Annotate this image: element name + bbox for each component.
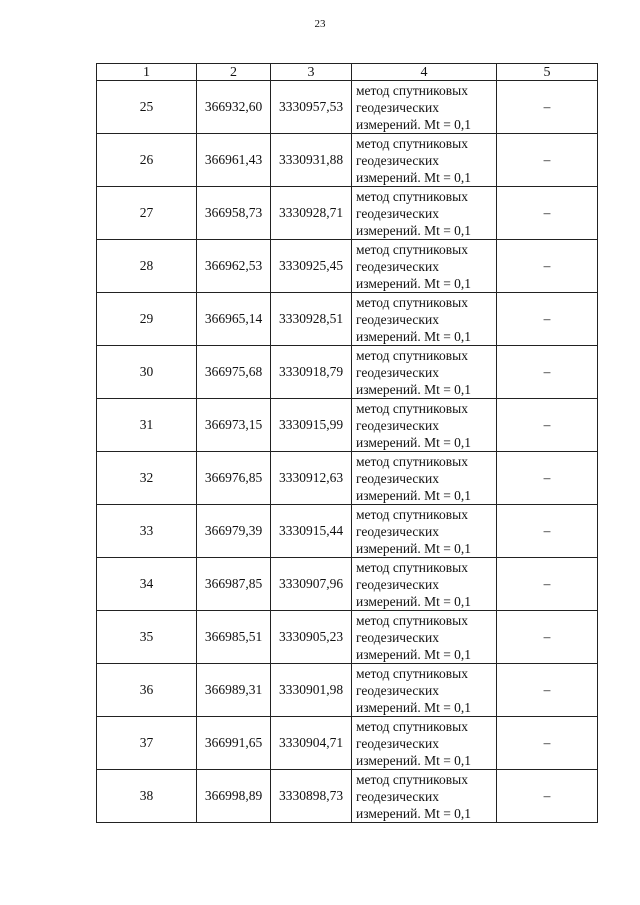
point-number-cell: 37 [97,717,197,770]
table-row [97,81,598,134]
note-cell: – [497,240,598,293]
y-coordinate-cell: 3330915,44 [271,505,352,558]
page-number: 23 [314,18,326,30]
x-coordinate-cell: 366979,39 [197,505,271,558]
note-cell: – [497,399,598,452]
y-coordinate-cell: 3330912,63 [271,452,352,505]
x-coordinate-cell: 366932,60 [197,81,271,134]
note-cell: – [497,717,598,770]
method-cell: метод спутниковых геодезических измерений. Mt = 0,1 [352,346,497,399]
note-cell: – [497,770,598,823]
y-coordinate-cell: 3330915,99 [271,399,352,452]
note-cell: – [497,558,598,611]
x-coordinate-cell: 366973,15 [197,399,271,452]
note-cell: – [497,81,598,134]
y-coordinate-cell: 3330931,88 [271,134,352,187]
method-cell: метод спутниковых геодезических измерений. Mt = 0,1 [352,399,497,452]
table-row [97,187,598,240]
method-cell: метод спутниковых геодезических измерений. Mt = 0,1 [352,505,497,558]
x-coordinate-cell: 366998,89 [197,770,271,823]
point-number-cell: 26 [97,134,197,187]
column-header-2: 2 [197,64,271,81]
y-coordinate-cell: 3330907,96 [271,558,352,611]
table-row [97,134,598,187]
column-header-5: 5 [497,64,598,81]
y-coordinate-cell: 3330905,23 [271,611,352,664]
note-cell: – [497,452,598,505]
coordinates-table [96,63,598,823]
x-coordinate-cell: 366976,85 [197,452,271,505]
method-cell: метод спутниковых геодезических измерений. Mt = 0,1 [352,293,497,346]
note-cell: – [497,505,598,558]
method-cell: метод спутниковых геодезических измерений. Mt = 0,1 [352,187,497,240]
x-coordinate-cell: 366989,31 [197,664,271,717]
x-coordinate-cell: 366958,73 [197,187,271,240]
point-number-cell: 25 [97,81,197,134]
x-coordinate-cell: 366987,85 [197,558,271,611]
point-number-cell: 36 [97,664,197,717]
table-row [97,293,598,346]
x-coordinate-cell: 366991,65 [197,717,271,770]
y-coordinate-cell: 3330925,45 [271,240,352,293]
method-cell: метод спутниковых геодезических измерений. Mt = 0,1 [352,611,497,664]
y-coordinate-cell: 3330957,53 [271,81,352,134]
table-row [97,770,598,823]
y-coordinate-cell: 3330904,71 [271,717,352,770]
y-coordinate-cell: 3330928,51 [271,293,352,346]
y-coordinate-cell: 3330928,71 [271,187,352,240]
x-coordinate-cell: 366975,68 [197,346,271,399]
point-number-cell: 34 [97,558,197,611]
method-cell: метод спутниковых геодезических измерений. Mt = 0,1 [352,664,497,717]
note-cell: – [497,187,598,240]
note-cell: – [497,293,598,346]
x-coordinate-cell: 366961,43 [197,134,271,187]
table-row [97,611,598,664]
note-cell: – [497,664,598,717]
y-coordinate-cell: 3330898,73 [271,770,352,823]
table-row [97,452,598,505]
column-header-3: 3 [271,64,352,81]
point-number-cell: 38 [97,770,197,823]
table-row [97,399,598,452]
header-row [97,64,598,81]
method-cell: метод спутниковых геодезических измерений. Mt = 0,1 [352,452,497,505]
table-row [97,664,598,717]
column-header-4: 4 [352,64,497,81]
note-cell: – [497,611,598,664]
note-cell: – [497,134,598,187]
point-number-cell: 29 [97,293,197,346]
method-cell: метод спутниковых геодезических измерений. Mt = 0,1 [352,134,497,187]
table-header [97,64,598,81]
method-cell: метод спутниковых геодезических измерений. Mt = 0,1 [352,558,497,611]
x-coordinate-cell: 366965,14 [197,293,271,346]
point-number-cell: 28 [97,240,197,293]
method-cell: метод спутниковых геодезических измерений. Mt = 0,1 [352,717,497,770]
point-number-cell: 30 [97,346,197,399]
point-number-cell: 33 [97,505,197,558]
method-cell: метод спутниковых геодезических измерений. Mt = 0,1 [352,81,497,134]
table-body [97,81,598,823]
point-number-cell: 35 [97,611,197,664]
point-number-cell: 27 [97,187,197,240]
method-cell: метод спутниковых геодезических измерений. Mt = 0,1 [352,240,497,293]
column-header-1: 1 [97,64,197,81]
table-row [97,240,598,293]
table-row [97,505,598,558]
point-number-cell: 32 [97,452,197,505]
y-coordinate-cell: 3330918,79 [271,346,352,399]
y-coordinate-cell: 3330901,98 [271,664,352,717]
method-cell: метод спутниковых геодезических измерений. Mt = 0,1 [352,770,497,823]
table-row [97,717,598,770]
table-row [97,346,598,399]
x-coordinate-cell: 366985,51 [197,611,271,664]
x-coordinate-cell: 366962,53 [197,240,271,293]
table-row [97,558,598,611]
point-number-cell: 31 [97,399,197,452]
note-cell: – [497,346,598,399]
